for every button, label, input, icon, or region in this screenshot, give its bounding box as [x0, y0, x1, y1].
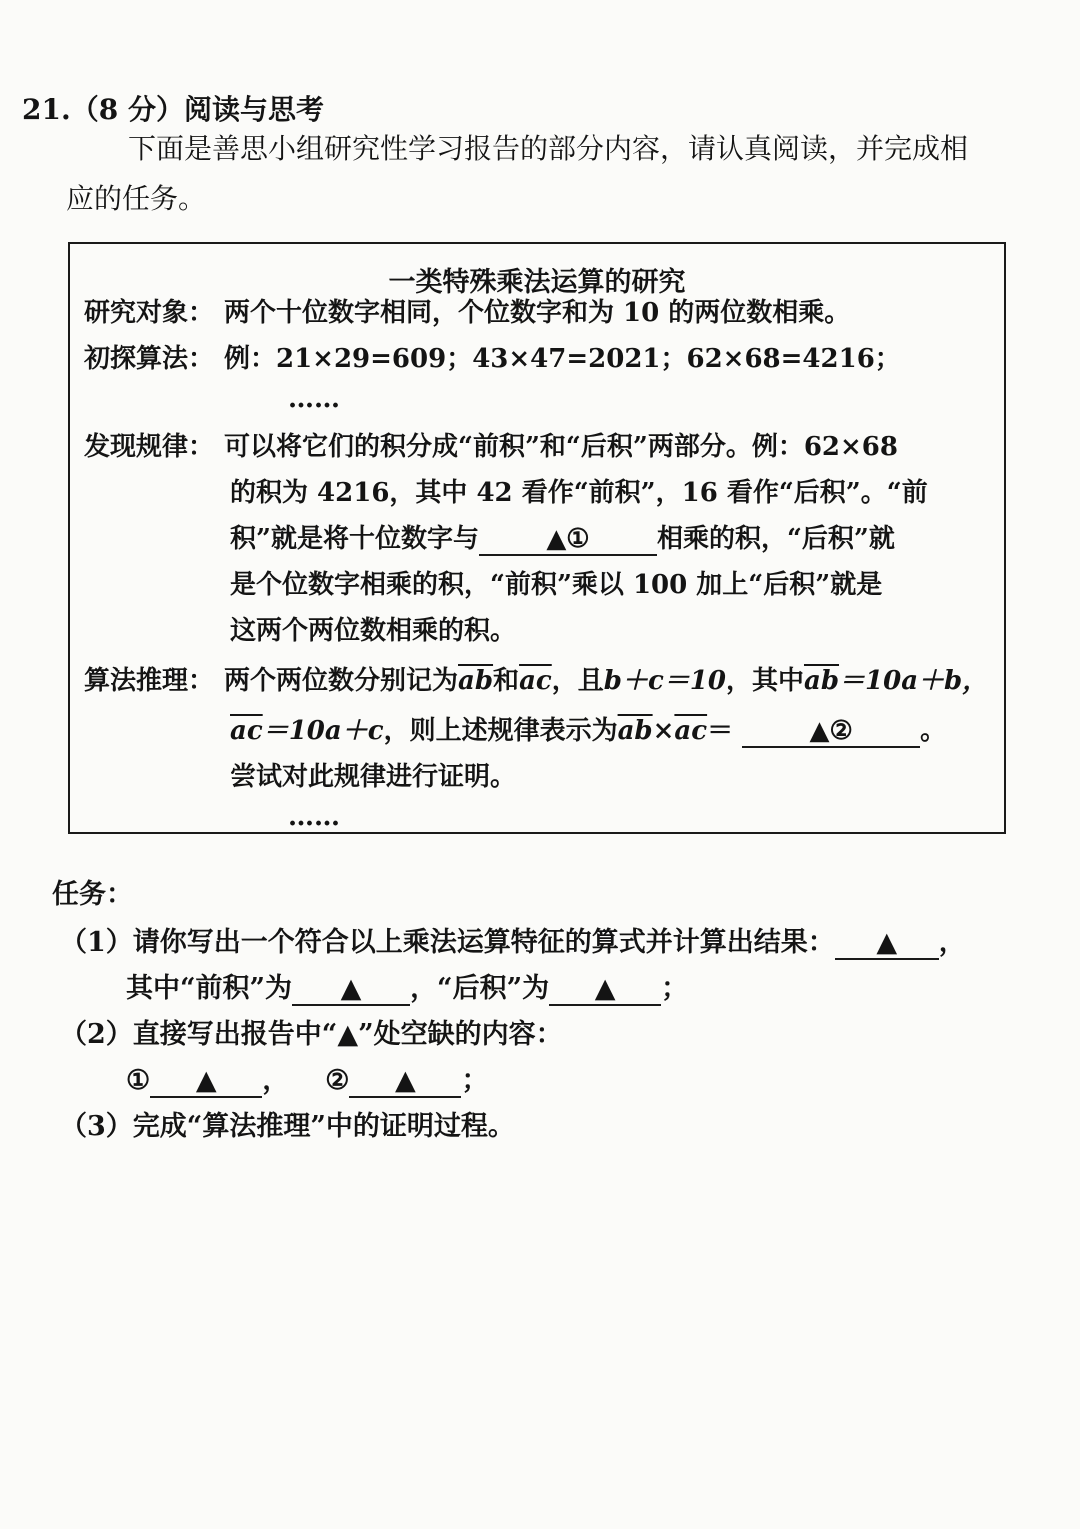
- object-text: 两个十位数字相同，个位数字和为 10 的两位数相乘。: [224, 298, 851, 328]
- reason-line-2: [230, 710, 946, 748]
- var-ab: $\overline{ab}$: [458, 666, 494, 696]
- intro-line-1: 下面是善思小组研究性学习报告的部分内容，请认真阅读，并完成相: [128, 132, 969, 165]
- task-1-front-label: 其中“前积”为: [126, 973, 293, 1004]
- rule-line-4: 是个位数字相乘的积，“前积”乘以 100 加上“后积”就是: [230, 570, 883, 600]
- reason-text-a: 两个两位数分别记为: [224, 666, 459, 696]
- blank-2: ▲②: [742, 717, 920, 748]
- circle-1: ①: [126, 1065, 151, 1096]
- task-1-line-1: [60, 920, 966, 960]
- method-row: [84, 338, 901, 375]
- task-1-comma: ，: [938, 927, 966, 958]
- tasks-heading: 任务：: [52, 879, 133, 910]
- rule-label: 发现规律：: [84, 432, 215, 462]
- report-box: [68, 242, 1006, 834]
- rule-line-3: [230, 518, 895, 556]
- task-2-line-1: （2）直接写出报告中“▲”处空缺的内容：: [60, 1019, 563, 1050]
- question-header: [22, 88, 324, 128]
- reason-line-3: 尝试对此规律进行证明。: [230, 762, 517, 792]
- task-2-comma: ，: [262, 1065, 290, 1096]
- question-score: （8 分）: [70, 93, 184, 126]
- task-1-back-label: ，“后积”为: [410, 973, 550, 1004]
- equation-2: ＝10a＋c: [262, 716, 384, 746]
- answer-blank-2: ▲: [349, 1066, 461, 1098]
- var-ab-3: $\overline{ab}$: [617, 716, 653, 746]
- equals-sign: ＝: [707, 716, 734, 746]
- task-1-line-2: [126, 966, 688, 1006]
- reason-text-c: ，其中: [725, 666, 804, 696]
- task-2-line-2: [126, 1058, 488, 1098]
- condition: b＋c＝10: [603, 666, 726, 696]
- report-title: 一类特殊乘法运算的研究: [388, 267, 686, 298]
- reason-row: [84, 660, 988, 697]
- rule-line-3a: 积”就是将十位数字与: [230, 524, 479, 554]
- method-label: 初探算法：: [84, 344, 215, 374]
- period: 。: [920, 716, 947, 746]
- question-number: 21.: [22, 93, 71, 126]
- front-product-blank: ▲: [292, 974, 410, 1006]
- task-3: （3）完成“算法推理”中的证明过程。: [60, 1111, 515, 1142]
- var-ac-3: $\overline{ac}$: [674, 716, 708, 746]
- back-product-blank: ▲: [549, 974, 661, 1006]
- reason-text-d: ，则上述规律表示为: [383, 716, 618, 746]
- reason-label: 算法推理：: [84, 666, 215, 696]
- task-1-blank: ▲: [835, 928, 939, 960]
- rule-line-1: 可以将它们的积分成“前积”和“后积”两部分。例：62×68: [224, 432, 898, 462]
- question-title: 阅读与思考: [183, 93, 324, 126]
- and-text: 和: [493, 666, 520, 696]
- rule-line-3b: 相乘的积，“后积”就: [656, 524, 895, 554]
- intro-line-2: 应的任务。: [66, 182, 207, 215]
- object-label: 研究对象：: [84, 298, 215, 328]
- var-ab-2: $\overline{ab}$: [803, 666, 840, 696]
- task-1-text: （1）请你写出一个符合以上乘法运算特征的算式并计算出结果：: [60, 927, 835, 958]
- rule-line-2: 的积为 4216，其中 42 看作“前积”，16 看作“后积”。“前: [230, 478, 928, 508]
- method-text: 例：21×29=609；43×47=2021；62×68=4216；: [224, 344, 901, 374]
- answer-blank-1: ▲: [150, 1066, 262, 1098]
- research-object-row: [84, 292, 850, 329]
- var-ac-2: $\overline{ac}$: [230, 716, 263, 746]
- equation-1: ＝10a＋b，: [839, 666, 989, 696]
- reason-text-b: ，且: [551, 666, 604, 696]
- circle-2: ②: [325, 1065, 350, 1096]
- reason-ellipsis: ……: [288, 802, 340, 832]
- blank-1: ▲①: [479, 525, 657, 556]
- rule-row: [84, 426, 898, 463]
- times-sign: ×: [652, 716, 675, 746]
- method-ellipsis: ……: [288, 384, 340, 414]
- task-2-end: ；: [461, 1065, 489, 1096]
- task-1-end: ；: [661, 973, 689, 1004]
- rule-line-5: 这两个两位数相乘的积。: [230, 616, 517, 646]
- var-ac: $\overline{ac}$: [519, 666, 552, 696]
